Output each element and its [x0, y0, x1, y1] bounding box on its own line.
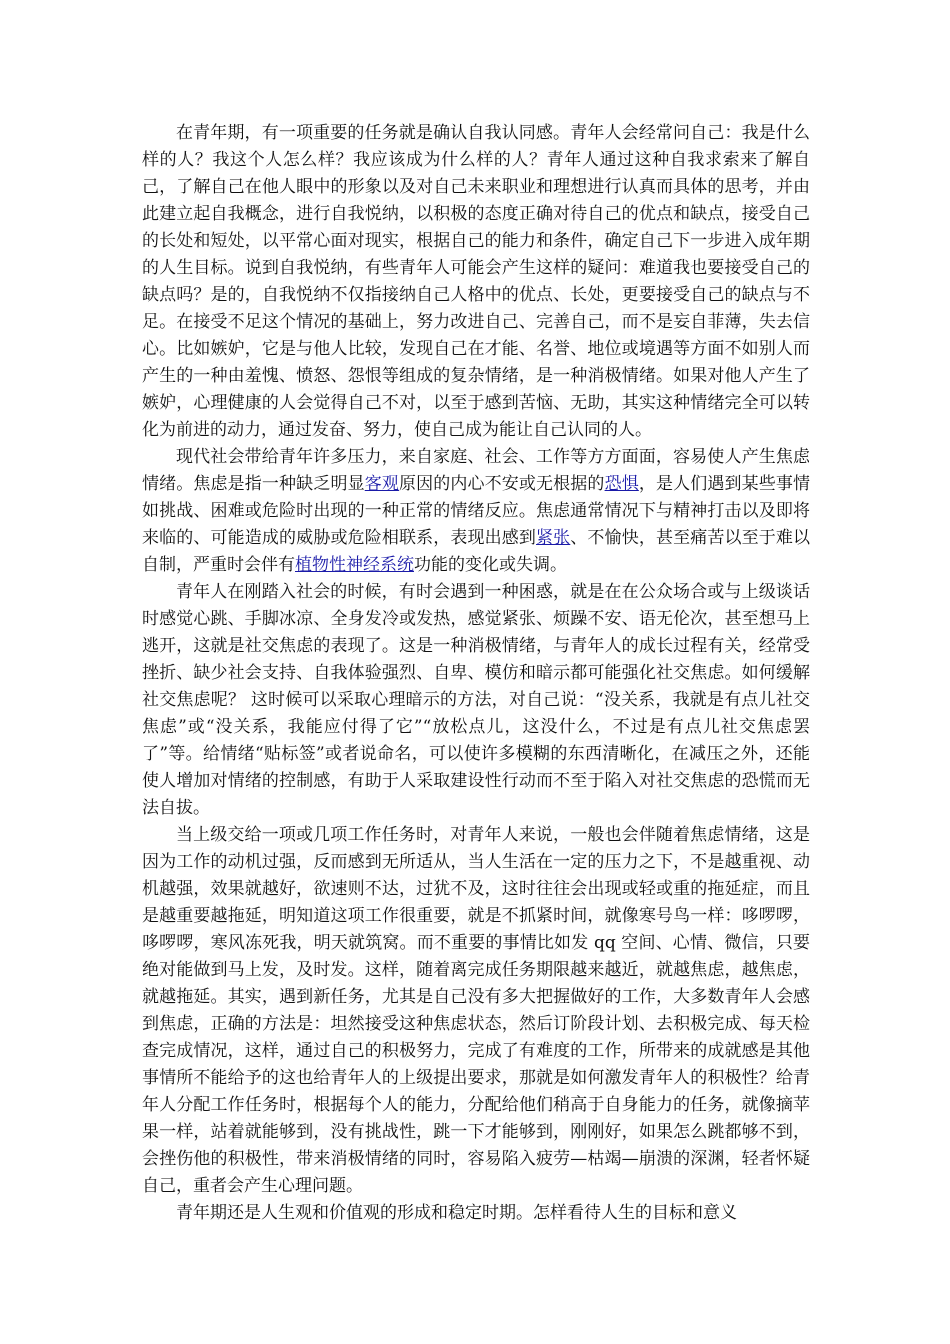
paragraph-social-anxiety: [142, 579, 810, 822]
paragraph-text: 在青年期，有一项重要的任务就是确认自我认同感。青年人会经常问自己：我是什么样的人？我这个人怎么样？我应该成为什么样的人？青年人通过这种自我求索来了解自己，了解自己在他人眼中的形象以及对自己未来职业和理想进行认真而具体的思考，并由此建立起自我概念，进行自我悦纳，以积极的态度正确对待自己的优点和缺点，接受自己的长处和短处，以平常心面对现实，根据自己的能力和条件，确定自己下一步进入成年期的人生目标。说到自我悦纳，有些青年人可能会产生这样的疑问：难道我也要接受自己的缺点吗？是的，自我悦纳不仅指接纳自己人格中的优点、长处，更要接受自己的缺点与不足。在接受不足这个情况的基础上，努力改进自己、完善自己，而不是妄自菲薄，失去信心。比如嫉妒，它是与他人比较，发现自己在才能、名誉、地位或境遇等方面不如别人而产生的一种由羞愧、愤怒、怨恨等组成的复杂情绪，是一种消极情绪。如果对他人产生了嫉妒，心理健康的人会觉得自己不对，以至于感到苦恼、无助，其实这种情绪完全可以转化为前进的动力，通过发奋、努力，使自己成为能让自己认同的人。: [142, 123, 810, 440]
paragraph-work-tasks: [142, 822, 810, 1200]
paragraph-text: 青年人在刚踏入社会的时候，有时会遇到一种困惑，就是在在公众场合或与上级谈话时感觉心跳、手脚冰凉、全身发冷或发热，感觉紧张、烦躁不安、语无伦次，甚至想马上逃开，这就是社交焦虑的表现了。这是一种消极情绪，与青年人的成长过程有关，经常受挫折、缺少社会支持、自我体验强烈、自卑、模仿和暗示都可能强化社交焦虑。如何缓解社交焦虑呢？ 这时候可以采取心理暗示的方法，对自己说：“没关系，我就是有点儿社交焦虑”或“没关系，我能应付得了它”“放松点儿，这没什么，不过是有点儿社交焦虑罢了”等。给情绪“贴标签”或者说命名，可以使许多模糊的东西清晰化，在减压之外，还能使人增加对情绪的控制感，有助于人采取建设性行动而不至于陷入对社交焦虑的恐慌而无法自拔。: [142, 582, 810, 818]
paragraph-text: 青年期还是人生观和价值观的形成和稳定时期。怎样看待人生的目标和意义: [176, 1203, 737, 1223]
link-autonomic-nervous-system[interactable]: 植物性神经系统: [295, 555, 414, 575]
paragraph-text: 、不愉快，甚至痛苦以至于难以自制，严重时会伴有: [142, 528, 811, 575]
paragraph-text: ，是人们遇到某些事情如挑战、困难或危险时出现的一种正常的情绪反应。焦虑通常情况下与精神打击以及即将来临的、可能造成的威胁或危险相联系，表现出感到: [142, 474, 811, 548]
paragraph-self-identity: [142, 120, 810, 444]
link-tension[interactable]: 紧张: [536, 528, 571, 548]
paragraph-text: 功能的变化或失调。: [414, 555, 567, 575]
paragraph-anxiety: [142, 444, 810, 579]
link-fear[interactable]: 恐惧: [604, 474, 639, 494]
paragraph-text: 现代社会带给青年许多压力，来自家庭、社会、工作等方方面面，容易使人产生焦虑情绪。焦虑是指一种缺乏明显: [142, 447, 810, 494]
link-objective[interactable]: 客观: [364, 474, 399, 494]
document-page: [142, 120, 810, 1227]
paragraph-text: 原因的内心不安或无根据的: [398, 474, 605, 494]
paragraph-values: [142, 1200, 810, 1227]
paragraph-text: 当上级交给一项或几项工作任务时，对青年人来说，一般也会伴随着焦虑情绪，这是因为工作的动机过强，反而感到无所适从，当人生活在一定的压力之下，不是越重视、动机越强，效果就越好，欲速则不达，过犹不及，这时往往会出现或轻或重的拖延症，而且是越重要越拖延，明知道这项工作很重要，就是不抓紧时间，就像寒号鸟一样：哆啰啰，哆啰啰，寒风冻死我，明天就筑窝。而不重要的事情比如发 qq 空间、心情、微信，只要绝对能做到马上发，及时发。这样，随着离完成任务期限越来越近，就越焦虑，越焦虑，就越拖延。其实，遇到新任务，尤其是自己没有多大把握做好的工作，大多数青年人会感到焦虑，正确的方法是：坦然接受这种焦虑状态，然后订阶段计划、去积极完成、每天检查完成情况，这样，通过自己的积极努力，完成了有难度的工作，所带来的成就感是其他事情所不能给予的这也给青年人的上级提出要求，那就是如何激发青年人的积极性？给青年人分配工作任务时，根据每个人的能力，分配给他们稍高于自身能力的任务，就像摘苹果一样，站着就能够到，没有挑战性，跳一下才能够到，刚刚好，如果怎么跳都够不到，会挫伤他的积极性，带来消极情绪的同时，容易陷入疲劳—枯竭—崩溃的深渊，轻者怀疑自己，重者会产生心理问题。: [142, 825, 810, 1196]
